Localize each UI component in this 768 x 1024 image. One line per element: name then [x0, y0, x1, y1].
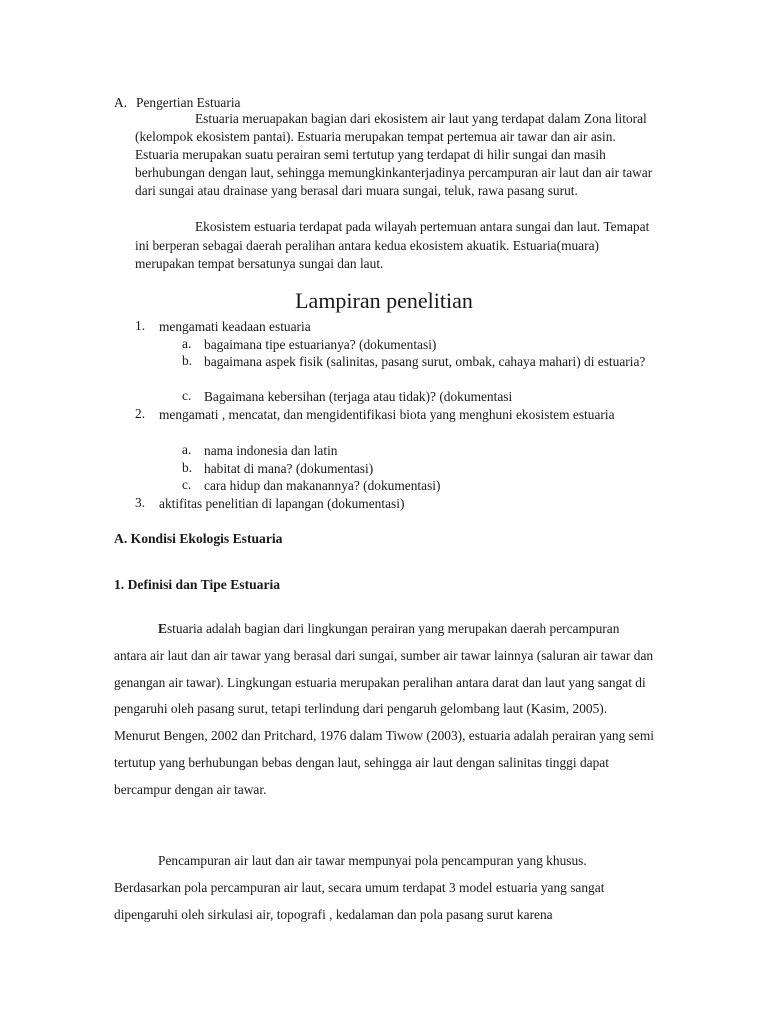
- sub-list-letter: a.: [182, 442, 192, 457]
- definisi-subheading: 1. Definisi dan Tipe Estuaria: [114, 577, 281, 592]
- sub-list-text: habitat di mana? (dokumentasi): [204, 461, 374, 476]
- paragraph-1-text: Estuaria meruapakan bagian dari ekosistem air laut yang terdapat dalam Zona litoral (kelompok ekosistem pantai). Estuaria merupakan tempat pertemua air tawar dan air asin. Estuaria merupakan suatu perairan semi tertutup yang terdapat di hilir sungai dan masih berhubungan dengan laut, sehingga memungkinkanterjadinya percampuran air laut dan air tawar dari sungai atau drainase yang berasal dari muara sungai, teluk, rawa pasang surut.: [135, 111, 653, 198]
- sub-list-letter: a.: [182, 336, 192, 351]
- section-a-paragraph-2: [135, 218, 655, 274]
- section-a-title: Pengertian Estuaria: [136, 95, 241, 110]
- list-number: 1.: [135, 318, 146, 333]
- paragraph-2-text: Ekosistem estuaria terdapat pada wilayah pertemuan antara sungai dan laut. Temapat ini berperan sebagai daerah peralihan antara kedua ekosistem akuatik. Estuaria(muara) merupakan tempat bersatunya sungai dan laut.: [135, 219, 650, 271]
- section-a-heading: [114, 95, 240, 111]
- sub-list-text: cara hidup dan makanannya? (dokumentasi): [204, 478, 441, 493]
- definisi-paragraph-1: [114, 616, 655, 804]
- sub-list-letter: b.: [182, 460, 193, 475]
- list-number: 3.: [135, 495, 146, 510]
- sub-list-text: bagaimana tipe estuarianya? (dokumentasi): [204, 337, 437, 352]
- sub-list-letter: c.: [182, 477, 192, 492]
- drop-cap-initial: E: [158, 621, 167, 636]
- definisi-paragraph-2-text: Pencampuran air laut dan air tawar mempunyai pola pencampuran yang khusus. Berdasarkan pola percampuran air laut, secara umum terdapat 3 model estuaria yang sangat dipengaruhi oleh sirkulasi air, topografi , kedalaman dan pola pasang surut karena: [114, 853, 605, 922]
- sub-list-text: Bagaimana kebersihan (terjaga atau tidak)? (dokumentasi: [204, 389, 513, 404]
- sub-list-letter: b.: [182, 353, 193, 368]
- definisi-paragraph-1-text: stuaria adalah bagian dari lingkungan perairan yang merupakan daerah percampuran antara air laut dan air tawar yang berasal dari sungai, sumber air tawar lainnya (saluran air tawar dan genangan air tawar). Lingkungan estuaria merupakan peralihan antara darat dan laut yang sangat di pengaruhi oleh pasang surut, tetapi terlindung dari pengaruh gelombang laut (Kasim, 2005). Menurut Bengen, 2002 dan Pritchard, 1976 dalam Tiwow (2003), estuaria adalah perairan yang semi tertutup yang berhubungan bebas dengan laut, sehingga air laut dengan salinitas tinggi dapat bercampur dengan air tawar.: [114, 621, 654, 797]
- lampiran-title: Lampiran penelitian: [295, 288, 473, 313]
- list-text: aktifitas penelitian di lapangan (dokumentasi): [159, 496, 405, 511]
- sub-list-text: bagaimana aspek fisik (salinitas, pasang surut, ombak, cahaya mahari) di estuaria?: [204, 354, 646, 369]
- list-text: mengamati , mencatat, dan mengidentifikasi biota yang menghuni ekosistem estuaria: [159, 407, 615, 422]
- section-a-label: A.: [114, 95, 128, 110]
- section-a-paragraph-1: [135, 110, 655, 200]
- list-number: 2.: [135, 406, 146, 421]
- definisi-paragraph-2: [114, 848, 655, 928]
- sub-list-text: nama indonesia dan latin: [204, 443, 338, 458]
- list-text: mengamati keadaan estuaria: [159, 319, 311, 334]
- kondisi-heading: A. Kondisi Ekologis Estuaria: [114, 531, 283, 546]
- sub-list-letter: c.: [182, 388, 192, 403]
